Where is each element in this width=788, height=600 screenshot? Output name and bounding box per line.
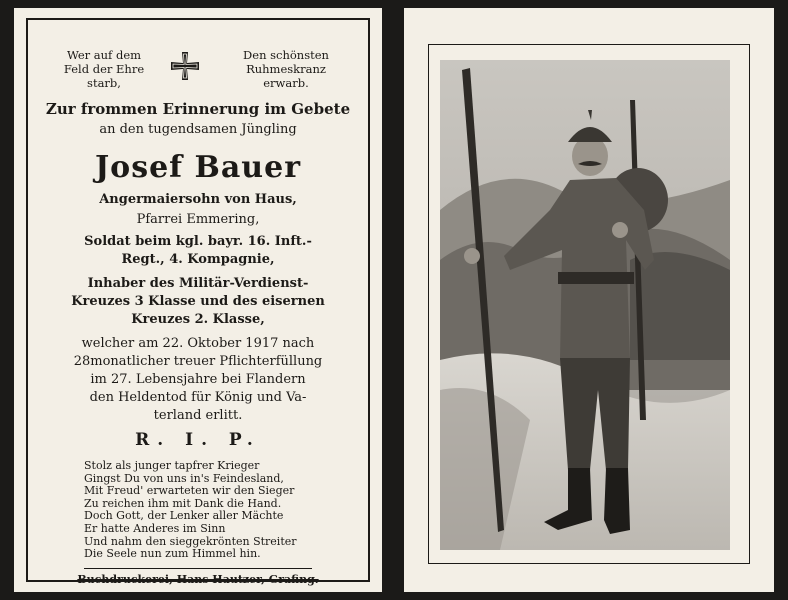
text-line: 28monatlicher treuer Pflichterfüllung <box>73 354 323 369</box>
text-line: Regt., 4. Kompagnie, <box>121 252 275 267</box>
poem-line: Stolz als junger tapfrer Krieger <box>84 459 260 472</box>
card-subtitle: an den tugendsamen Jüngling <box>99 122 297 137</box>
poem-line: Gingst Du von uns in's Feindesland, <box>84 471 284 485</box>
header-left-line: starb, <box>87 76 121 90</box>
poem-line: Und nahm den sieggekrönten Streiter <box>84 534 297 548</box>
memorial-card-photo-side <box>404 8 774 592</box>
memorial-card-text-side <box>14 8 382 592</box>
text-line: Pfarrei Emmering, <box>136 212 260 227</box>
divider <box>84 568 312 569</box>
poem-line: Zu reichen ihm mit Dank die Hand. <box>84 496 282 510</box>
text-line: den Heldentod für König und Va- <box>89 390 307 405</box>
text-line: Kreuzes 3 Klasse und des eisernen <box>71 294 325 309</box>
iron-cross-icon <box>169 50 201 82</box>
text-line: welcher am 22. Oktober 1917 nach <box>81 336 315 351</box>
poem-line: Die Seele nun zum Himmel hin. <box>84 547 261 561</box>
soldier-portrait-photo <box>440 60 730 550</box>
text-line: Kreuzes 2. Klasse, <box>131 312 265 327</box>
deceased-name: Josef Bauer <box>94 150 302 185</box>
poem-line: Mit Freud' erwarteten wir den Sieger <box>84 484 295 498</box>
header-right-line: Ruhmeskranz <box>246 62 326 76</box>
text-line: im 27. Lebensjahre bei Flandern <box>90 372 306 387</box>
header-right-line: erwarb. <box>263 76 309 90</box>
card-title: Zur frommen Erinnerung im Gebete <box>45 100 351 118</box>
text-line: terland erlitt. <box>153 408 243 423</box>
header-left-verse <box>44 48 164 90</box>
header-left-line: Feld der Ehre <box>63 62 145 76</box>
text-line: Soldat beim kgl. bayr. 16. Inft.- <box>84 234 312 249</box>
text-line: Angermaiersohn von Haus, <box>99 192 297 207</box>
header-right-line: Den schönsten <box>243 48 329 62</box>
poem <box>84 460 354 561</box>
rip-text: R. I. P. <box>135 430 261 450</box>
header-left-line: Wer auf dem <box>66 48 142 62</box>
header-right-verse <box>226 48 346 90</box>
poem-line: Doch Gott, der Lenker aller Mächte <box>84 509 284 523</box>
text-line: Inhaber des Militär-Verdienst- <box>87 276 309 291</box>
poem-line: Er hatte Anderes im Sinn <box>84 521 226 535</box>
printer-imprint: Buchdruckerei, Hans Hautzer, Grafing. <box>77 573 319 586</box>
